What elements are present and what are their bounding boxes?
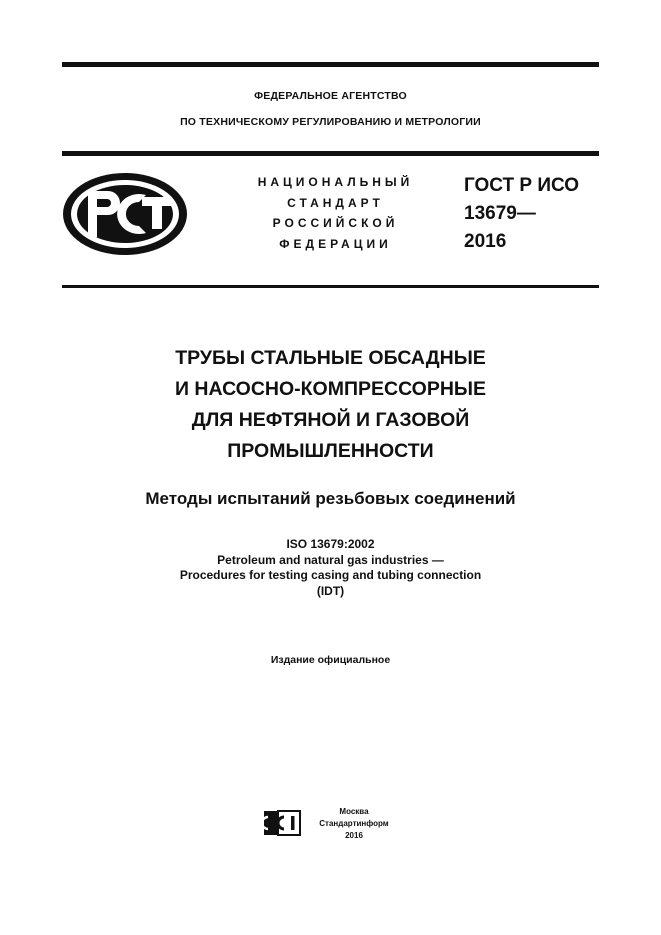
- rst-logo: [62, 171, 192, 257]
- header-rule: [62, 151, 599, 156]
- iso-reference: [62, 537, 599, 599]
- standard-kind-line-3: РОССИЙСКОЙ: [272, 216, 399, 230]
- edition-note: Издание официальное: [270, 654, 391, 666]
- publisher-logo: [264, 809, 302, 837]
- publisher-name: Стандартинформ: [319, 819, 389, 828]
- iso-reference-line-3: Procedures for testing casing and tubing connection: [179, 568, 482, 582]
- top-rule: [62, 62, 599, 67]
- agency-name-line-1: ФЕДЕРАЛЬНОЕ АГЕНТСТВО: [254, 90, 407, 102]
- title-line-1: ТРУБЫ СТАЛЬНЫЕ ОБСАДНЫЕ: [175, 347, 486, 369]
- standard-kind: [228, 172, 443, 254]
- designation-line-2: 13679—: [464, 203, 536, 224]
- publisher-imprint: [304, 806, 404, 842]
- iso-reference-line-2: Petroleum and natural gas industries —: [217, 552, 444, 567]
- title-rule: [62, 285, 599, 288]
- title-line-3: ДЛЯ НЕФТЯНОЙ И ГАЗОВОЙ: [191, 409, 470, 431]
- standard-kind-line-4: ФЕДЕРАЦИИ: [279, 236, 392, 251]
- publisher-year: 2016: [345, 831, 363, 840]
- title-line-4: ПРОМЫШЛЕННОСТИ: [227, 440, 434, 462]
- publisher-logo-icon: [264, 809, 302, 837]
- standard-kind-line-2: СТАНДАРТ: [287, 195, 384, 210]
- standard-kind-line-1: НАЦИОНАЛЬНЫЙ: [257, 175, 414, 189]
- agency-name-line-2: ПО ТЕХНИЧЕСКОМУ РЕГУЛИРОВАНИЮ И МЕТРОЛОГИИ: [180, 116, 481, 128]
- document-title: [62, 343, 599, 467]
- publisher-city: Москва: [339, 807, 369, 816]
- title-line-2: И НАСОСНО-КОМПРЕССОРНЫЕ: [174, 378, 487, 400]
- document-subtitle: Методы испытаний резьбовых соединений: [145, 489, 516, 508]
- iso-reference-line-1: ISO 13679:2002: [286, 537, 375, 551]
- designation-line-1: ГОСТ Р ИСО: [464, 175, 580, 196]
- standard-designation: [464, 172, 579, 256]
- designation-line-3: 2016: [464, 231, 507, 252]
- rst-logo-icon: [62, 171, 192, 257]
- iso-reference-line-4: (IDT): [316, 583, 345, 598]
